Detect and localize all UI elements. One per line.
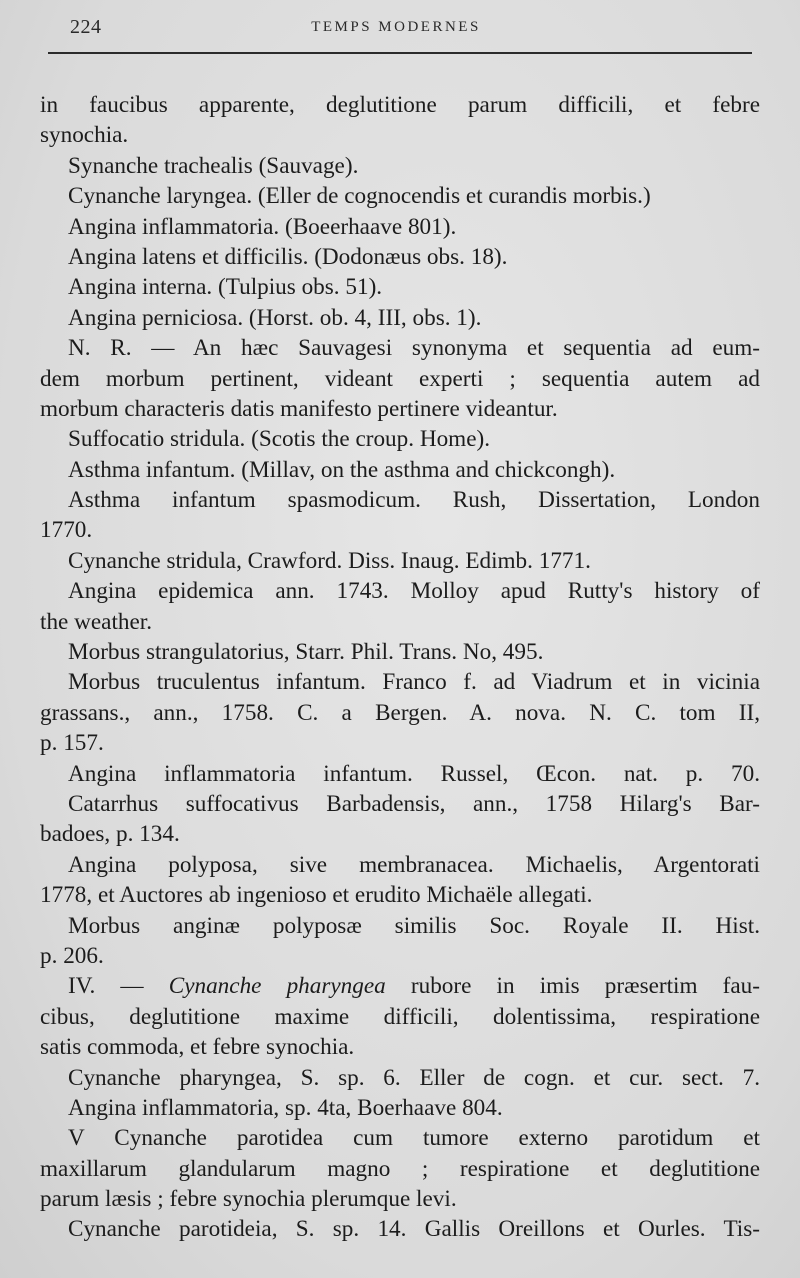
body-text [40, 90, 760, 1245]
text-segment: IV. — [68, 973, 169, 1000]
text-line: Angina interna. (Tulpius obs. 51). [68, 274, 383, 301]
text-line: Angina inflammatoria infantum. Russel, Œcon. nat. p. 70. [68, 760, 760, 787]
text-line: maxillarum glandularum magno ; respiratione et deglutitione [40, 1155, 760, 1182]
text-line: in faucibus apparente, deglutitione parum difficili, et febre [40, 92, 760, 118]
text-line: synochia. [40, 122, 129, 149]
text-line: p. 206. [40, 942, 104, 969]
text-line: N. R. — An hæc Sauvagesi synonyma et sequentia ad eum- [68, 335, 760, 362]
text-line: Morbus anginæ polyposæ similis Soc. Royale II. Hist. [68, 912, 760, 939]
italic-term: Cynanche pharyngea [168, 973, 386, 1000]
text-line: Angina polyposa, sive membranacea. Michaelis, Argentorati [68, 851, 760, 878]
text-line: 1770. [40, 517, 93, 544]
text-line: p. 157. [40, 730, 104, 757]
text-line: Cynanche laryngea. (Eller de cognocendis et curandis morbis.) [68, 183, 651, 210]
text-line: Angina perniciosa. (Horst. ob. 4, III, obs. 1). [68, 304, 482, 331]
text-line: Asthma infantum. (Millav, on the asthma and chickcongh). [68, 456, 616, 483]
text-line: grassans., ann., 1758. C. a Bergen. A. nova. N. C. tom II, [40, 699, 760, 726]
text-line: parum læsis ; febre synochia plerumque levi. [40, 1186, 457, 1213]
running-title: TEMPS MODERNES [311, 19, 481, 35]
text-line: Angina inflammatoria. (Boeerhaave 801). [68, 213, 457, 240]
text-line: Cynanche stridula, Crawford. Diss. Inaug. Edimb. 1771. [68, 547, 591, 574]
text-line: Morbus strangulatorius, Starr. Phil. Trans. No, 495. [68, 639, 544, 666]
text-line: Angina epidemica ann. 1743. Molloy apud Rutty's history of [68, 578, 760, 605]
text-line: Asthma infantum spasmodicum. Rush, Dissertation, London [68, 487, 760, 514]
text-line: V Cynanche parotidea cum tumore externo parotidum et [68, 1125, 760, 1152]
text-line: badoes, p. 134. [40, 821, 180, 848]
text-line [40, 971, 760, 1001]
text-line: Catarrhus suffocativus Barbadensis, ann., 1758 Hilarg's Bar- [68, 790, 760, 817]
header-rule [48, 52, 752, 54]
text-line: 1778, et Auctores ab ingenioso et erudito Michaële allegati. [40, 882, 593, 909]
page-header [40, 10, 752, 42]
text-line: satis commoda, et febre synochia. [40, 1034, 355, 1061]
text-segment: rubore in imis præsertim fau- [385, 973, 760, 1000]
text-line: Synanche trachealis (Sauvage). [68, 152, 359, 179]
text-line: Cynanche pharyngea, S. sp. 6. Eller de cogn. et cur. sect. 7. [68, 1064, 760, 1091]
text-line: Cynanche parotideia, S. sp. 14. Gallis Oreillons et Ourles. Tis- [68, 1216, 760, 1243]
page-number: 224 [70, 16, 102, 38]
text-line: dem morbum pertinent, videant experti ; sequentia autem ad [40, 365, 760, 392]
text-line: morbum characteris datis manifesto pertinere videantur. [40, 395, 558, 422]
text-line: Morbus truculentus infantum. Franco f. ad Viadrum et in vicinia [68, 669, 760, 696]
text-line: Suffocatio stridula. (Scotis the croup. Home). [68, 426, 491, 453]
text-line: Angina inflammatoria, sp. 4ta, Boerhaave 804. [68, 1094, 503, 1121]
text-line: Angina latens et difficilis. (Dodonæus obs. 18). [68, 243, 508, 270]
text-line: cibus, deglutitione maxime difficili, dolentissima, respiratione [40, 1003, 760, 1030]
text-line: the weather. [40, 608, 153, 635]
